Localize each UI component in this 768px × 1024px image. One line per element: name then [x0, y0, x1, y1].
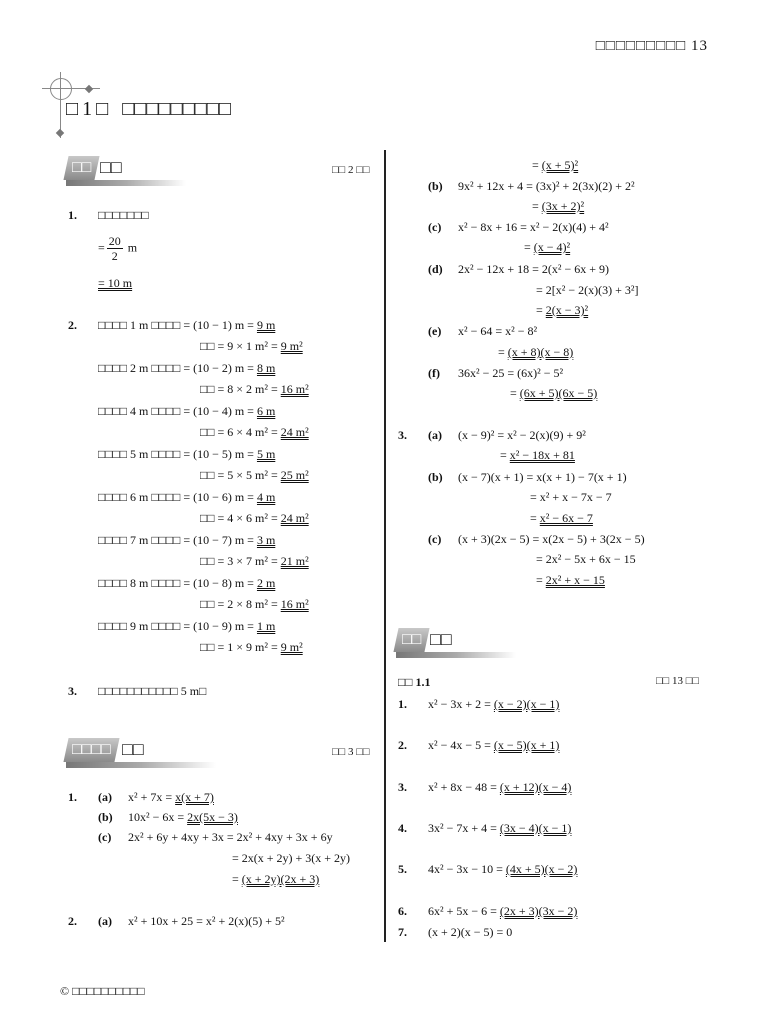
area-line: □□ = 2 × 8 m² = 16 m²	[200, 597, 309, 611]
column-divider	[384, 150, 386, 942]
answer-line: x² + 7x = x(x + 7)	[128, 790, 214, 804]
area-line: □□ = 8 × 2 m² = 16 m²	[200, 382, 309, 396]
exercise-number: 4.	[398, 821, 407, 835]
exercise-number: 1.	[398, 697, 407, 711]
question-text: □□□□□□□□□□□ 5 m□	[98, 684, 207, 698]
length-line: □□□□ 8 m □□□□ = (10 − 8) m = 2 m	[98, 576, 276, 590]
working-line: (x − 9)² = x² − 2(x)(9) + 9²	[458, 428, 586, 442]
chapter-number: 1	[82, 98, 93, 120]
working-line: 36x² − 25 = (6x)² − 5²	[458, 366, 564, 380]
part-label: (c)	[428, 532, 442, 546]
working-line: = 2[x² − 2(x)(3) + 3²]	[536, 283, 639, 297]
working-line: x² + 10x + 25 = x² + 2(x)(5) + 5²	[128, 914, 285, 928]
length-line: □□□□ 2 m □□□□ = (10 − 2) m = 8 m	[98, 361, 276, 375]
area-line: □□ = 4 × 6 m² = 24 m²	[200, 511, 309, 525]
answer-line: = x² − 18x + 81	[500, 448, 575, 462]
diamond-icon	[85, 85, 93, 93]
working-line: = 2x(x + 2y) + 3(x + 2y)	[232, 851, 351, 865]
section-tab: □□□□	[63, 738, 119, 762]
answer-line: = (x + 2y)(2x + 3)	[232, 872, 320, 886]
question-text: □□□□□□□	[98, 208, 149, 222]
exercise-answer: x² − 4x − 5 = (x − 5)(x + 1)	[428, 738, 560, 752]
working-line: (x + 3)(2x − 5) = x(2x − 5) + 3(2x − 5)	[458, 532, 645, 546]
exercise-answer: (x + 2)(x − 5) = 0	[428, 925, 513, 939]
diamond-icon	[56, 129, 64, 137]
exercise-number: 2.	[398, 738, 407, 752]
part-label: (a)	[98, 914, 112, 928]
part-label: (a)	[98, 790, 112, 804]
working-line: (x − 7)(x + 1) = x(x + 1) − 7(x + 1)	[458, 470, 627, 484]
exercise-answer: x² − 3x + 2 = (x − 2)(x − 1)	[428, 697, 560, 711]
fraction-line: = $\frac{20}{2}$ m	[98, 234, 138, 263]
answer-line: = (3x + 2)²	[532, 199, 585, 213]
answer-line: = 2x² + x − 15	[536, 573, 605, 587]
exercise-answer: 6x² + 5x − 6 = (2x + 3)(3x − 2)	[428, 904, 578, 918]
page-ref: □□ 2 □□	[332, 164, 370, 176]
exercise-number: 7.	[398, 925, 407, 939]
answer-line: = (x + 8)(x − 8)	[498, 345, 574, 359]
length-line: □□□□ 4 m □□□□ = (10 − 4) m = 6 m	[98, 404, 276, 418]
section-label: □□	[430, 629, 452, 649]
working-line: 2x² − 12x + 18 = 2(x² − 6x + 9)	[458, 262, 610, 276]
chapter-suffix: □	[96, 98, 109, 120]
exercise-answer: 3x² − 7x + 4 = (3x − 4)(x − 1)	[428, 821, 572, 835]
section-bar	[66, 762, 216, 768]
part-label: (d)	[428, 262, 443, 276]
answer-line: = 2(x − 3)²	[536, 303, 589, 317]
question-number: 2.	[68, 914, 77, 928]
part-label: (f)	[428, 366, 440, 380]
section-bar	[396, 652, 516, 658]
section-banner-3	[396, 628, 516, 658]
working-line: = 2x² − 5x + 6x − 15	[536, 552, 636, 566]
section-bar	[66, 180, 186, 186]
answer-line: = 10 m	[98, 276, 133, 290]
fraction: $\frac{20}{2}$	[108, 234, 121, 263]
chapter-name: □□□□□□□□□	[122, 98, 231, 120]
part-label: (b)	[428, 179, 443, 193]
section-label: □□	[100, 157, 122, 177]
working-line: x² − 64 = x² − 8²	[458, 324, 538, 338]
question-number: 1.	[68, 208, 77, 222]
area-line: □□ = 6 × 4 m² = 24 m²	[200, 425, 309, 439]
answer-line: = (x − 4)²	[524, 240, 571, 254]
section-label: □□	[122, 739, 144, 759]
part-label: (b)	[98, 810, 113, 824]
length-line: □□□□ 9 m □□□□ = (10 − 9) m = 1 m	[98, 619, 276, 633]
question-number: 1.	[68, 790, 77, 804]
working-line: 2x² + 6y + 4xy + 3x = 2x² + 4xy + 3x + 6y	[128, 830, 333, 844]
exercise-answer: 4x² − 3x − 10 = (4x + 5)(x − 2)	[428, 862, 578, 876]
part-label: (c)	[98, 830, 112, 844]
chapter-prefix: □	[66, 98, 79, 120]
length-line: □□□□ 6 m □□□□ = (10 − 6) m = 4 m	[98, 490, 276, 504]
question-number: 3.	[68, 684, 77, 698]
length-line: □□□□ 5 m □□□□ = (10 − 5) m = 5 m	[98, 447, 276, 461]
section-banner-2	[66, 738, 216, 768]
answer-line: 10x² − 6x = 2x(5x − 3)	[128, 810, 238, 824]
area-line: □□ = 1 × 9 m² = 9 m²	[200, 640, 303, 654]
part-label: (c)	[428, 220, 442, 234]
exercise-number: 5.	[398, 862, 407, 876]
question-number: 2.	[68, 318, 77, 332]
length-line: □□□□ 1 m □□□□ = (10 − 1) m = 9 m	[98, 318, 276, 332]
working-line: x² − 8x + 16 = x² − 2(x)(4) + 4²	[458, 220, 609, 234]
working-line: 9x² + 12x + 4 = (3x)² + 2(3x)(2) + 2²	[458, 179, 635, 193]
page-ref: □□ 3 □□	[332, 746, 370, 758]
crosshair-circle-icon	[50, 78, 72, 100]
working-line: = x² + x − 7x − 7	[530, 490, 612, 504]
answer-line: = x² − 6x − 7	[530, 511, 593, 525]
part-label: (a)	[428, 428, 442, 442]
exercise-number: 6.	[398, 904, 407, 918]
chapter-title	[66, 98, 231, 121]
question-number: 3.	[398, 428, 407, 442]
exercise-answer: x² + 8x − 48 = (x + 12)(x − 4)	[428, 780, 572, 794]
area-line: □□ = 9 × 1 m² = 9 m²	[200, 339, 303, 353]
part-label: (b)	[428, 470, 443, 484]
exercise-number: 3.	[398, 780, 407, 794]
area-line: □□ = 5 × 5 m² = 25 m²	[200, 468, 309, 482]
section-tab: □□	[393, 628, 429, 652]
area-line: □□ = 3 × 7 m² = 21 m²	[200, 554, 309, 568]
length-line: □□□□ 7 m □□□□ = (10 − 7) m = 3 m	[98, 533, 276, 547]
exercise-title: □□ 1.1	[398, 675, 431, 689]
section-banner-1	[66, 156, 186, 186]
running-header: □□□□□□□□□ 13	[595, 38, 708, 54]
copyright-footer: © □□□□□□□□□□	[60, 984, 145, 998]
page-ref: □□ 13 □□	[656, 675, 700, 687]
section-tab: □□	[63, 156, 99, 180]
answer-line: = (x + 5)²	[532, 158, 579, 172]
part-label: (e)	[428, 324, 442, 338]
answer-line: = (6x + 5)(6x − 5)	[510, 386, 598, 400]
